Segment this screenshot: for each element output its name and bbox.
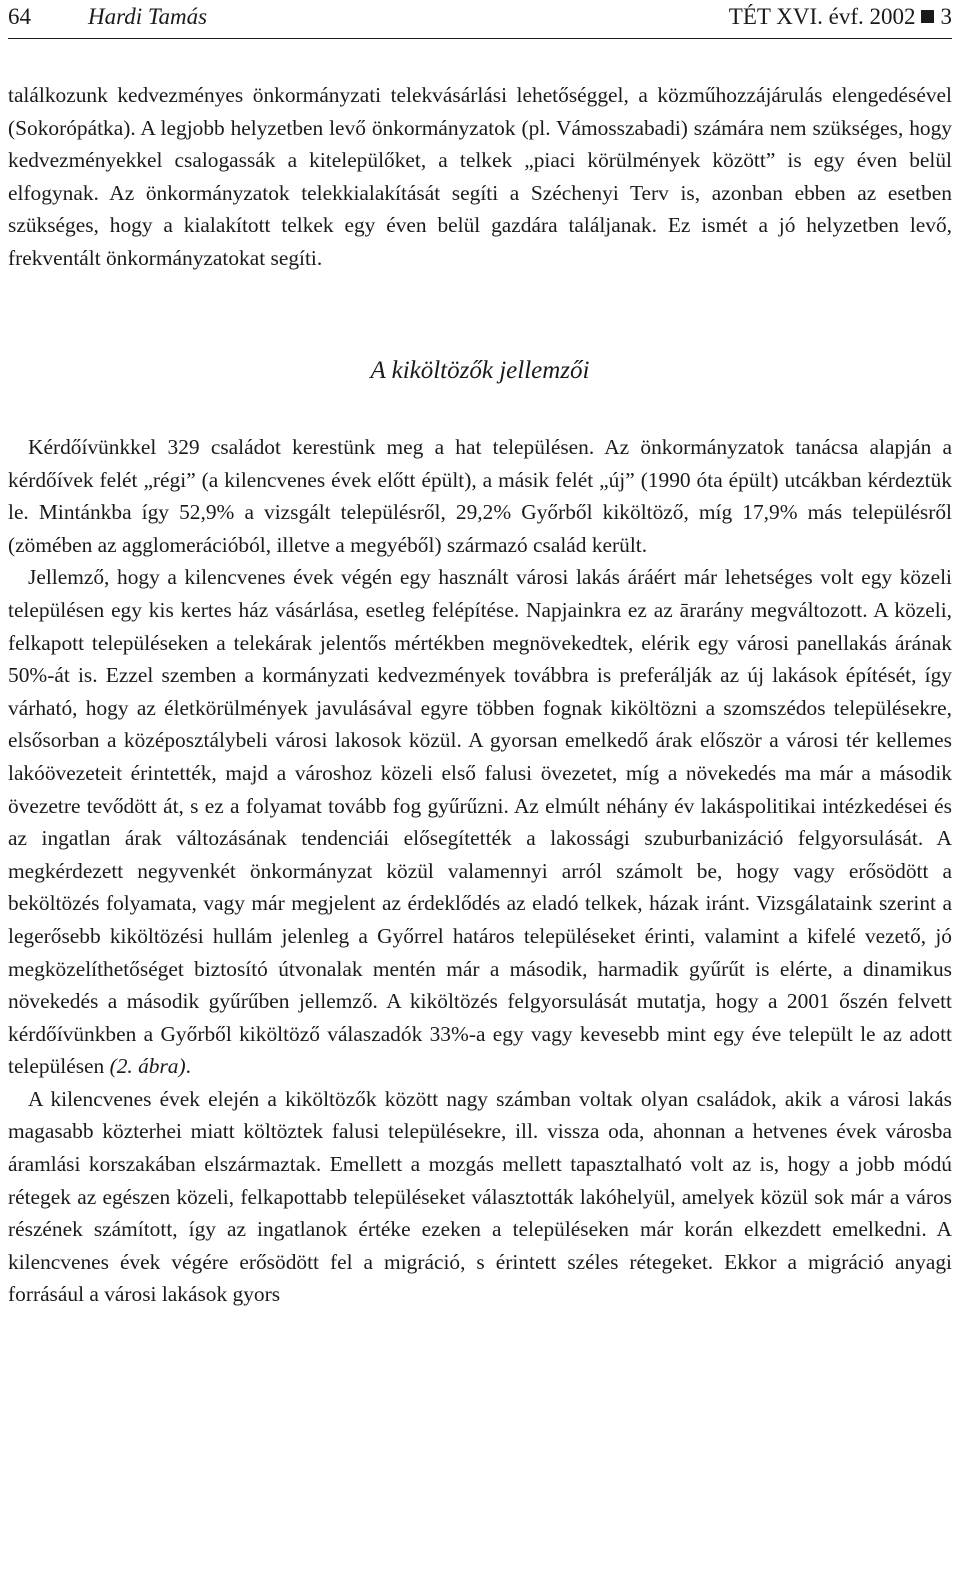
journal-name: TÉT XVI. évf. 2002 <box>728 4 916 29</box>
running-header-journal <box>729 4 952 30</box>
header-divider <box>8 38 952 39</box>
page-number: 64 <box>8 4 31 29</box>
body-text-before-section <box>8 79 952 275</box>
square-bullet-icon <box>921 10 934 23</box>
section-title: A kiköltözők jellemzői <box>370 357 590 384</box>
body-text-after-section <box>8 431 952 1311</box>
running-header-author: Hardi Tamás <box>88 4 208 29</box>
paragraph: találkozunk kedvezményes önkormányzati telekvásárlási lehetőséggel, a közműhozzájárulás elengedésével (Sokorópátka). A legjobb helyzetben levő önkormányzatok (pl. Vámosszabadi) számára nem szükséges, hogy kedvezményekkel csalogassák a kitelepülőket, a telkek „piaci körülmények között” is egy éven belül elfogynak. Az önkormányzatok telekkialakítását segíti a Széchenyi Terv is, azonban ebben az esetben szükséges, hogy a kialakított telkek egy éven belül gazdára találjanak. Ez ismét a jó helyzetben levő, frekventált önkormányzatokat segíti. <box>8 83 952 270</box>
paragraph: A kilencvenes évek elején a kiköltözők között nagy számban voltak olyan családok, akik a városi lakás magasabb közterhei miatt költöztek falusi településekre, ill. vissza oda, ahonnan a hetvenes évek városba áramlási korszakában elszármaztak. Emellett a mozgás mellett tapasztalható volt az is, hogy a jobb módú rétegek az egészen közeli, felkapottabb településeket választották lakóhelyül, amelyek közül sok már a város részének számított, így az ingatlanok értéke ezeken a településeken már korán elkezdett emelkedni. A kilencvenes évek végére erősödött fel a migráció, s érintett széles rétegeket. Ekkor a migráció anyagi forrásául a városi lakások gyors <box>8 1086 952 1307</box>
paragraph <box>8 561 952 1083</box>
running-header <box>8 4 952 38</box>
paragraph-text: Jellemző, hogy a kilencvenes évek végén egy használt városi lakás áráért már lehetséges volt egy közeli településen egy kis kertes ház vásárlása, esetleg felépítése. Napjainkra ez az ārarány megváltozott. A közeli, felkapott településeken a telekárak jelentős mértékben megnövekedtek, elérik egy városi panellakás árának 50%-át is. Ezzel szemben a kormányzati kedvezmények továbbra is preferálják az új lakások építését, így várható, hogy az életkörülmények javulásával egyre többen fognak kiköltözni a szomszédos településekre, elsősorban a középosztálybeli városi lakosok közül. A gyorsan emelkedő árak először a városi tér kellemes lakóövezeteit érintették, majd a városhoz közeli első falusi övezetet, míg a növekedés ma már a második övezetre tevődött át, s ez a folyamat tovább fog gyűrűzni. Az elmúlt néhány év lakáspolitikai intézkedései és az ingatlan árak változásának tendenciái elősegítették a lakossági szuburbanizáció felgyorsulását. A megkérdezett negyvenkét önkormányzat közül valamennyi arról számolt be, hogy vagy erősödött a beköltözés folyamata, vagy már megjelent az érdeklődés az eladó telkek, házak iránt. Vizsgálataink szerint a legerősebb kiköltözési hullám jelenleg a Győrrel határos településeket érinti, valamint a kifelé vezető, jó megközelíthetőséget biztosító útvonalak mentén már a második, harmadik gyűrűt is elérte, a dinamikus növekedés a második gyűrűben jellemző. A kiköltözés felgyorsulását mutatja, hogy a 2001 őszén felvett kérdőívünkben a Győrből kiköltöző válaszadók 33%-a egy vagy kevesebb mint egy éve települt le az adott településen <box>8 565 952 1079</box>
sentence-end: . <box>185 1054 191 1079</box>
issue-number: 3 <box>940 4 952 29</box>
paragraph: Kérdőívünkkel 329 családot kerestünk meg a hat településen. Az önkormányzatok tanácsa alapján a kérdőívek felét „régi” (a kilencvenes évek előtt épült), a másik felét „új” (1990 óta épült) utcákban kérdeztük le. Mintánkba így 52,9% a vizsgált településről, 29,2% Győrből kiköltöző, míg 17,9% más településről (zömében az agglomerációból, illetve a megyéből) származó család került. <box>8 435 952 557</box>
figure-reference-link[interactable]: (2. ábra) <box>109 1054 186 1079</box>
